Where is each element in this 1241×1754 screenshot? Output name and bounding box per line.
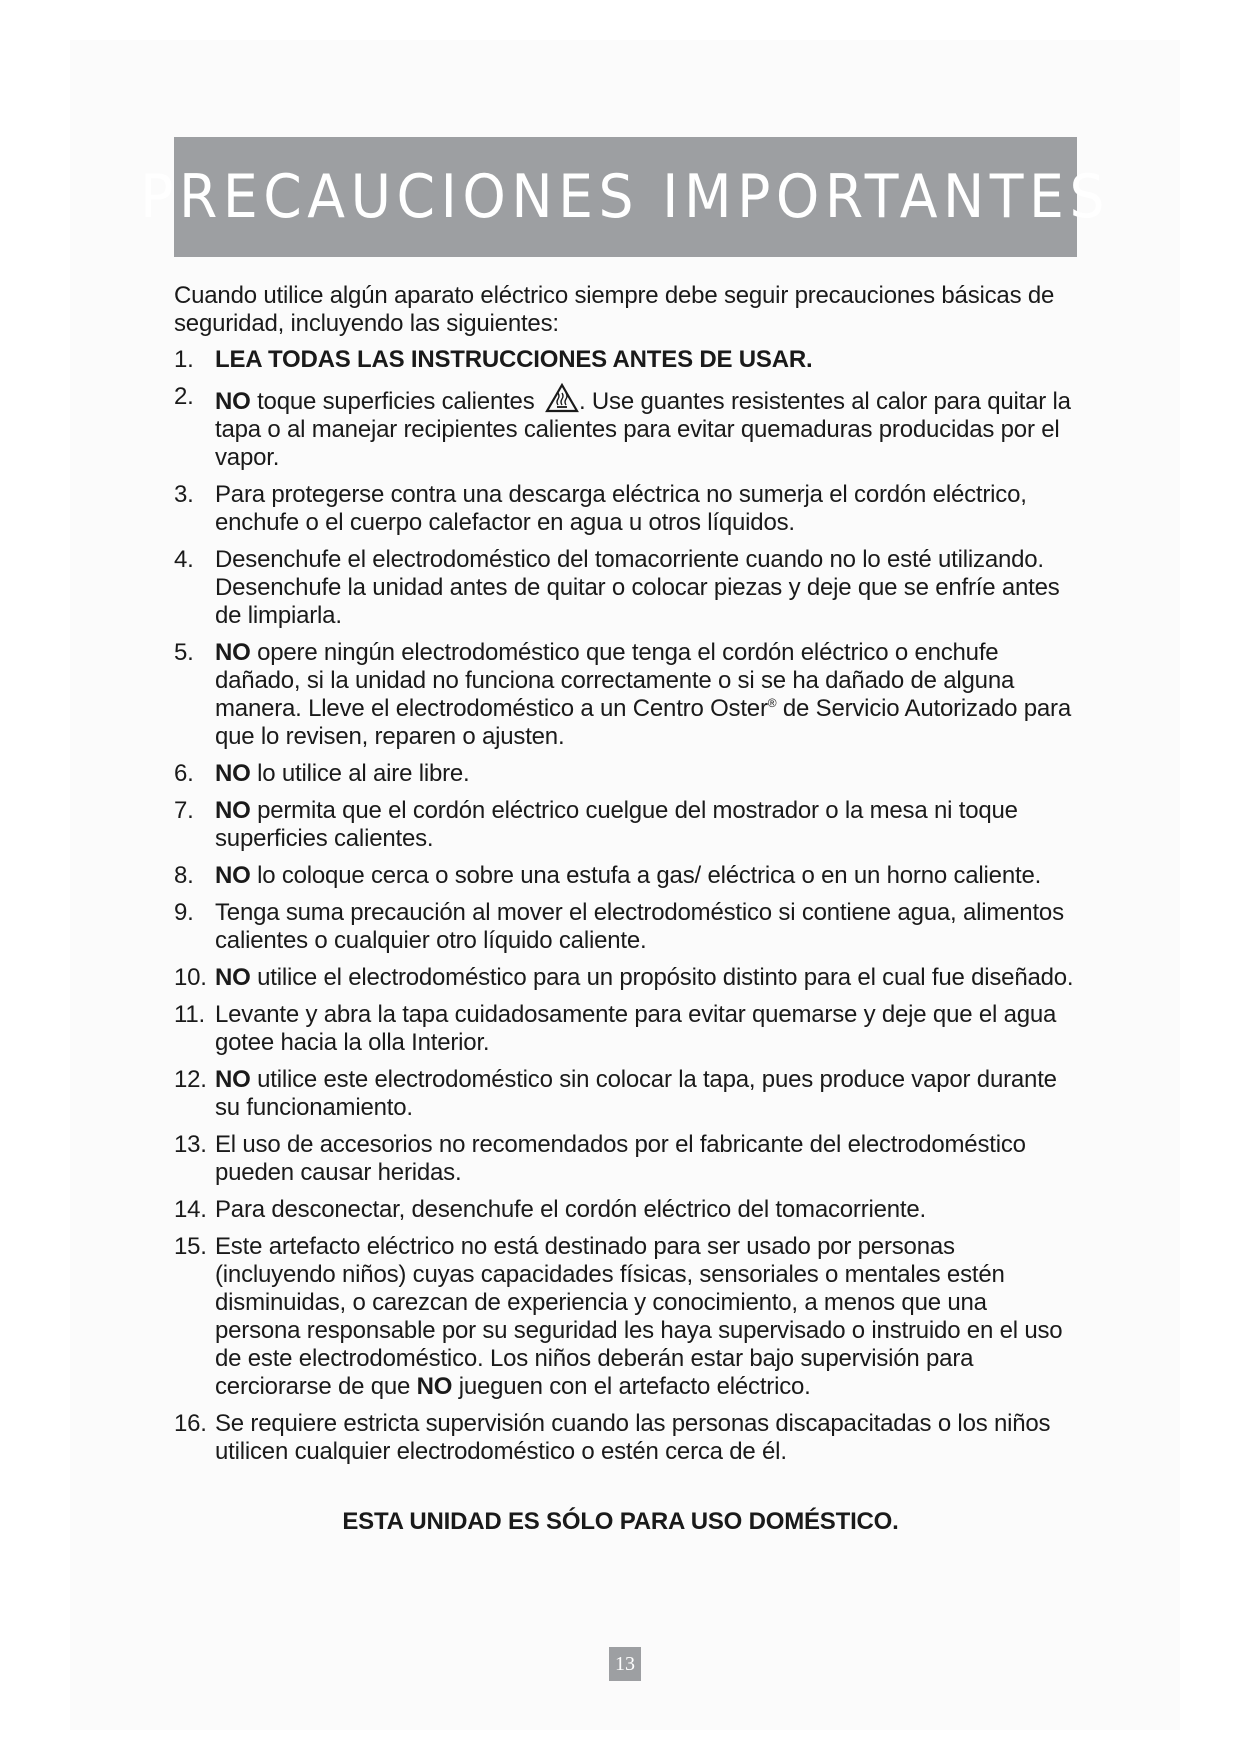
item-bold-text: NO bbox=[215, 797, 251, 824]
item-bold-text: LEA TODAS LAS INSTRUCCIONES ANTES DE USAR. bbox=[215, 346, 813, 373]
list-item bbox=[174, 797, 1074, 853]
list-item bbox=[174, 862, 1074, 890]
item-number: 13. bbox=[174, 1131, 207, 1158]
item-text-continued: jueguen con el artefacto eléctrico. bbox=[452, 1373, 811, 1400]
item-text: utilice este electrodoméstico sin colocar la tapa, pues produce vapor durante su funcionamiento. bbox=[215, 1066, 1057, 1121]
item-bold-text: NO bbox=[215, 388, 251, 415]
item-number: 5. bbox=[174, 639, 194, 666]
list-item bbox=[174, 1233, 1074, 1401]
item-number: 1. bbox=[174, 346, 194, 373]
precautions-list bbox=[174, 346, 1074, 1466]
household-use-notice: ESTA UNIDAD ES SÓLO PARA USO DOMÉSTICO. bbox=[342, 1508, 899, 1535]
list-item bbox=[174, 760, 1074, 788]
item-text: Este artefacto eléctrico no está destinado para ser usado por personas (incluyendo niños) cuyas capacidades físicas, sensoriales o mentales estén disminuidas, o carezcan de experiencia y conocimiento, a menos que una persona responsable por su seguridad les haya supervisado o instruido en el uso de este electrodoméstico. Los niños deberán estar bajo supervisión para cerciorarse de que bbox=[215, 1233, 1063, 1400]
list-item bbox=[174, 1001, 1074, 1057]
document-body bbox=[174, 282, 1074, 1475]
list-item bbox=[174, 899, 1074, 955]
item-text-continued: de Servicio Autorizado para que lo revisen, reparen o ajusten. bbox=[215, 695, 1071, 750]
item-text: Se requiere estricta supervisión cuando las personas discapacitadas o los niños utilicen cualquier electrodoméstico o estén cerca de él. bbox=[215, 1410, 1051, 1465]
item-number: 9. bbox=[174, 899, 194, 926]
item-text: lo coloque cerca o sobre una estufa a gas/ eléctrica o en un horno caliente. bbox=[250, 862, 1042, 889]
item-number: 4. bbox=[174, 546, 194, 573]
item-number: 7. bbox=[174, 797, 194, 824]
intro-paragraph: Cuando utilice algún aparato eléctrico siempre debe seguir precauciones básicas de seguridad, incluyendo las siguientes: bbox=[174, 282, 1055, 337]
item-number: 16. bbox=[174, 1410, 207, 1437]
item-bold-text: NO bbox=[215, 1066, 251, 1093]
hot-surface-warning-icon bbox=[545, 383, 579, 413]
list-item bbox=[174, 639, 1074, 751]
item-text: Levante y abra la tapa cuidadosamente para evitar quemarse y deje que el agua gotee hacia la olla Interior. bbox=[215, 1001, 1057, 1056]
item-number: 8. bbox=[174, 862, 194, 889]
item-number: 15. bbox=[174, 1233, 207, 1260]
list-item bbox=[174, 964, 1074, 992]
item-number: 11. bbox=[174, 1001, 205, 1028]
item-number: 6. bbox=[174, 760, 194, 787]
item-bold-text: NO bbox=[215, 760, 251, 787]
list-item bbox=[174, 346, 1074, 374]
item-bold-text: NO bbox=[416, 1373, 453, 1400]
item-text: opere ningún electrodoméstico que tenga el cordón eléctrico o enchufe dañado, si la unidad no funciona correctamente o si se ha dañado de alguna manera. Lleve el electrodoméstico a un Centro Oster bbox=[215, 639, 1015, 722]
item-text: lo utilice al aire libre. bbox=[250, 760, 470, 787]
list-item bbox=[174, 481, 1074, 537]
list-item bbox=[174, 1410, 1074, 1466]
item-number: 3. bbox=[174, 481, 194, 508]
item-text: Tenga suma precaución al mover el electrodoméstico si contiene agua, alimentos calientes o cualquier otro líquido caliente. bbox=[215, 899, 1064, 954]
page-title: PRECAUCIONES IMPORTANTES bbox=[140, 162, 1111, 232]
page-number: 13 bbox=[609, 1647, 641, 1681]
item-number: 2. bbox=[174, 383, 194, 410]
title-banner bbox=[140, 137, 1111, 257]
list-item bbox=[174, 1196, 1074, 1224]
registered-mark: ® bbox=[767, 696, 777, 710]
item-bold-text: NO bbox=[215, 639, 251, 666]
item-bold-text: NO bbox=[215, 964, 251, 991]
item-bold-text: NO bbox=[215, 862, 251, 889]
item-number: 10. bbox=[174, 964, 207, 991]
item-text: El uso de accesorios no recomendados por el fabricante del electrodoméstico pueden causar heridas. bbox=[215, 1131, 1026, 1186]
list-item bbox=[174, 1131, 1074, 1187]
item-text: utilice el electrodoméstico para un propósito distinto para el cual fue diseñado. bbox=[250, 964, 1074, 991]
item-text: toque superficies calientes bbox=[250, 388, 535, 415]
list-item bbox=[174, 383, 1074, 472]
item-number: 12. bbox=[174, 1066, 207, 1093]
item-text: Para desconectar, desenchufe el cordón eléctrico del tomacorriente. bbox=[215, 1196, 927, 1223]
item-text: Desenchufe el electrodoméstico del tomacorriente cuando no lo esté utilizando. Desenchufe la unidad antes de quitar o colocar piezas y deje que se enfríe antes de limpiarla. bbox=[215, 546, 1060, 629]
item-number: 14. bbox=[174, 1196, 207, 1223]
list-item bbox=[174, 546, 1074, 630]
item-text: Para protegerse contra una descarga eléctrica no sumerja el cordón eléctrico, enchufe o el cuerpo calefactor en agua u otros líquidos. bbox=[215, 481, 1027, 536]
item-text: permita que el cordón eléctrico cuelgue del mostrador o la mesa ni toque superficies calientes. bbox=[215, 797, 1018, 852]
list-item bbox=[174, 1066, 1074, 1122]
item-text-continued: . Use guantes resistentes al calor para quitar la tapa o al manejar recipientes calientes para evitar quemaduras producidas por el vapor. bbox=[215, 388, 1071, 471]
